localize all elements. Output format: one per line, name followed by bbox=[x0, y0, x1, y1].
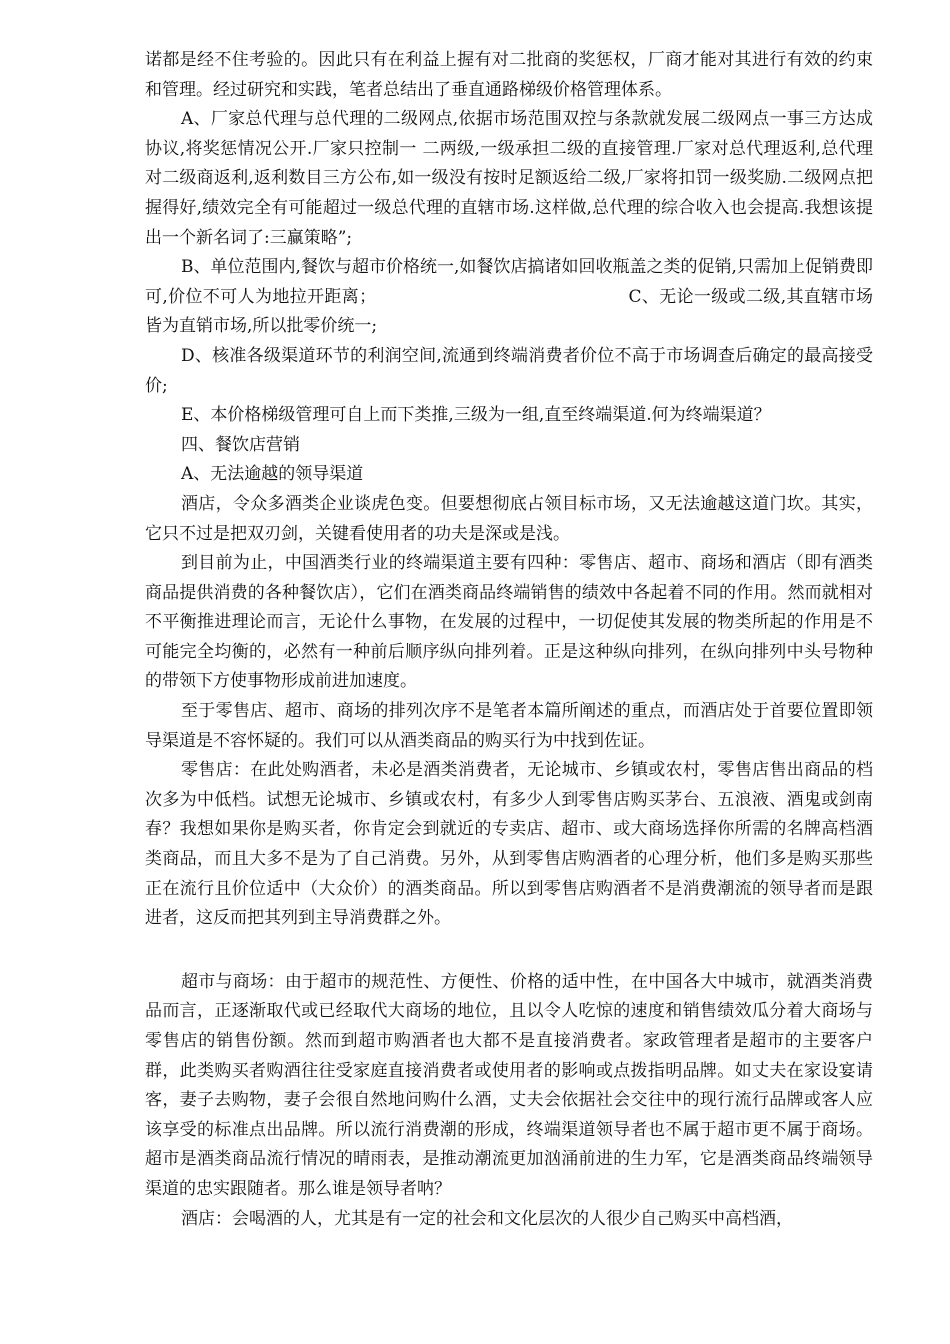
document-page bbox=[145, 46, 873, 1234]
paragraph-hotel-intro: 酒店，令众多酒类企业谈虎色变。但要想彻底占领目标市场，又无法逾越这道门坎。其实，它只不过是把双刃剑，关键看使用者的功夫是深或是浅。 bbox=[145, 493, 873, 544]
paragraph-hotel: 酒店：会喝酒的人，尤其是有一定的社会和文化层次的人很少自己购买中高档酒， bbox=[181, 1208, 793, 1229]
paragraph-gap bbox=[145, 934, 873, 968]
paragraph-item-b-c: B、单位范围内,餐饮与超市价格统一,如餐饮店搞诸如回收瓶盖之类的促销,只需加上促销费即可,价位不可人为地拉开距离； C、无论一级或二级,其直辖市场皆为直销市场,所以批零价统一; bbox=[145, 257, 873, 337]
paragraph-terminal-channels: 到目前为止，中国酒类行业的终端渠道主要有四种：零售店、超市、商场和酒店（即有酒类商品提供消费的各种餐饮店），它们在酒类商品终端销售的绩效中各起着不同的作用。然而就相对不平衡推进理论而言，无论什么事物，在发展的过程中，一切促使其发展的物类所起的作用是不可能完全均衡的，必然有一种前后顺序纵向排列着。正是这种纵向排列，在纵向排列中头号物种的带领下方使事物形成前进加速度。 bbox=[145, 553, 873, 692]
paragraph-item-a: A、厂家总代理与总代理的二级网点,依据市场范围双控与条款就发展二级网点一事三方达成协议,将奖惩情况公开.厂家只控制一 二两级,一级承担二级的直接管理.厂家对总代理返利,总代理对二级商返利,返利数目三方公布,如一级没有按时足额返给二级,厂家将扣罚一级奖励.二级网点把握得好,绩效完全有可能超过一级总代理的直辖市场.这样做,总代理的综合收入也会提高.我想该提出一个新名词了:三赢策略”; bbox=[145, 109, 873, 248]
paragraph-intro: 诺都是经不住考验的。因此只有在利益上握有对二批商的奖惩权，厂商才能对其进行有效的约束和管理。经过研究和实践，笔者总结出了垂直通路梯级价格管理体系。 bbox=[145, 50, 873, 100]
section-heading: 四、餐饮店营销 bbox=[181, 434, 300, 455]
paragraph-leading-channel: 至于零售店、超市、商场的排列次序不是笔者本篇所阐述的重点，而酒店处于首要位置即领导渠道是不容怀疑的。我们可以从酒类商品的购买行为中找到佐证。 bbox=[145, 701, 873, 751]
paragraph-supermarket: 超市与商场：由于超市的规范性、方便性、价格的适中性，在中国各大中城市，就酒类消费品而言，正逐渐取代或已经取代大商场的地位，且以令人吃惊的速度和销售绩效瓜分着大商场与零售店的销售份额。然而到超市购酒者也大都不是直接消费者。家政管理者是超市的主要客户群，此类购买者购酒往往受家庭直接消费者或使用者的影响或点拨指明品牌。如丈夫在家设宴请客，妻子去购物，妻子会很自然地问购什么酒，丈夫会依据社会交往中的现行流行品牌或客人应该享受的标准点出品牌。所以流行消费潮的形成，终端渠道领导者也不属于超市更不属于商场。超市是酒类商品流行情况的晴雨表，是推动潮流更加汹涌前进的生力军，它是酒类商品终端领导渠道的忠实跟随者。那么谁是领导者呐？ bbox=[145, 971, 873, 1199]
paragraph-item-d: D、核准各级渠道环节的利润空间,流通到终端消费者价位不高于市场调查后确定的最高接受价; bbox=[145, 345, 873, 396]
paragraph-retail-store: 零售店：在此处购酒者，未必是酒类消费者，无论城市、乡镇或农村，零售店售出商品的档次多为中低档。试想无论城市、乡镇或农村，有多少人到零售店购买茅台、五浪液、酒鬼或剑南春？我想如果你是购买者，你肯定会到就近的专卖店、超市、或大商场选择你所需的名牌高档酒类商品，而且大多不是为了自己消费。另外，从到零售店购酒者的心理分析，他们多是购买那些正在流行且价位适中（大众价）的酒类商品。所以到零售店购酒者不是消费潮流的领导者而是跟进者，这反而把其列到主导消费群之外。 bbox=[145, 760, 873, 929]
paragraph-item-e: E、本价格梯级管理可自上而下类推,三级为一组,直至终端渠道.何为终端渠道？ bbox=[181, 405, 771, 426]
subsection-heading: A、无法逾越的领导渠道 bbox=[181, 464, 364, 485]
